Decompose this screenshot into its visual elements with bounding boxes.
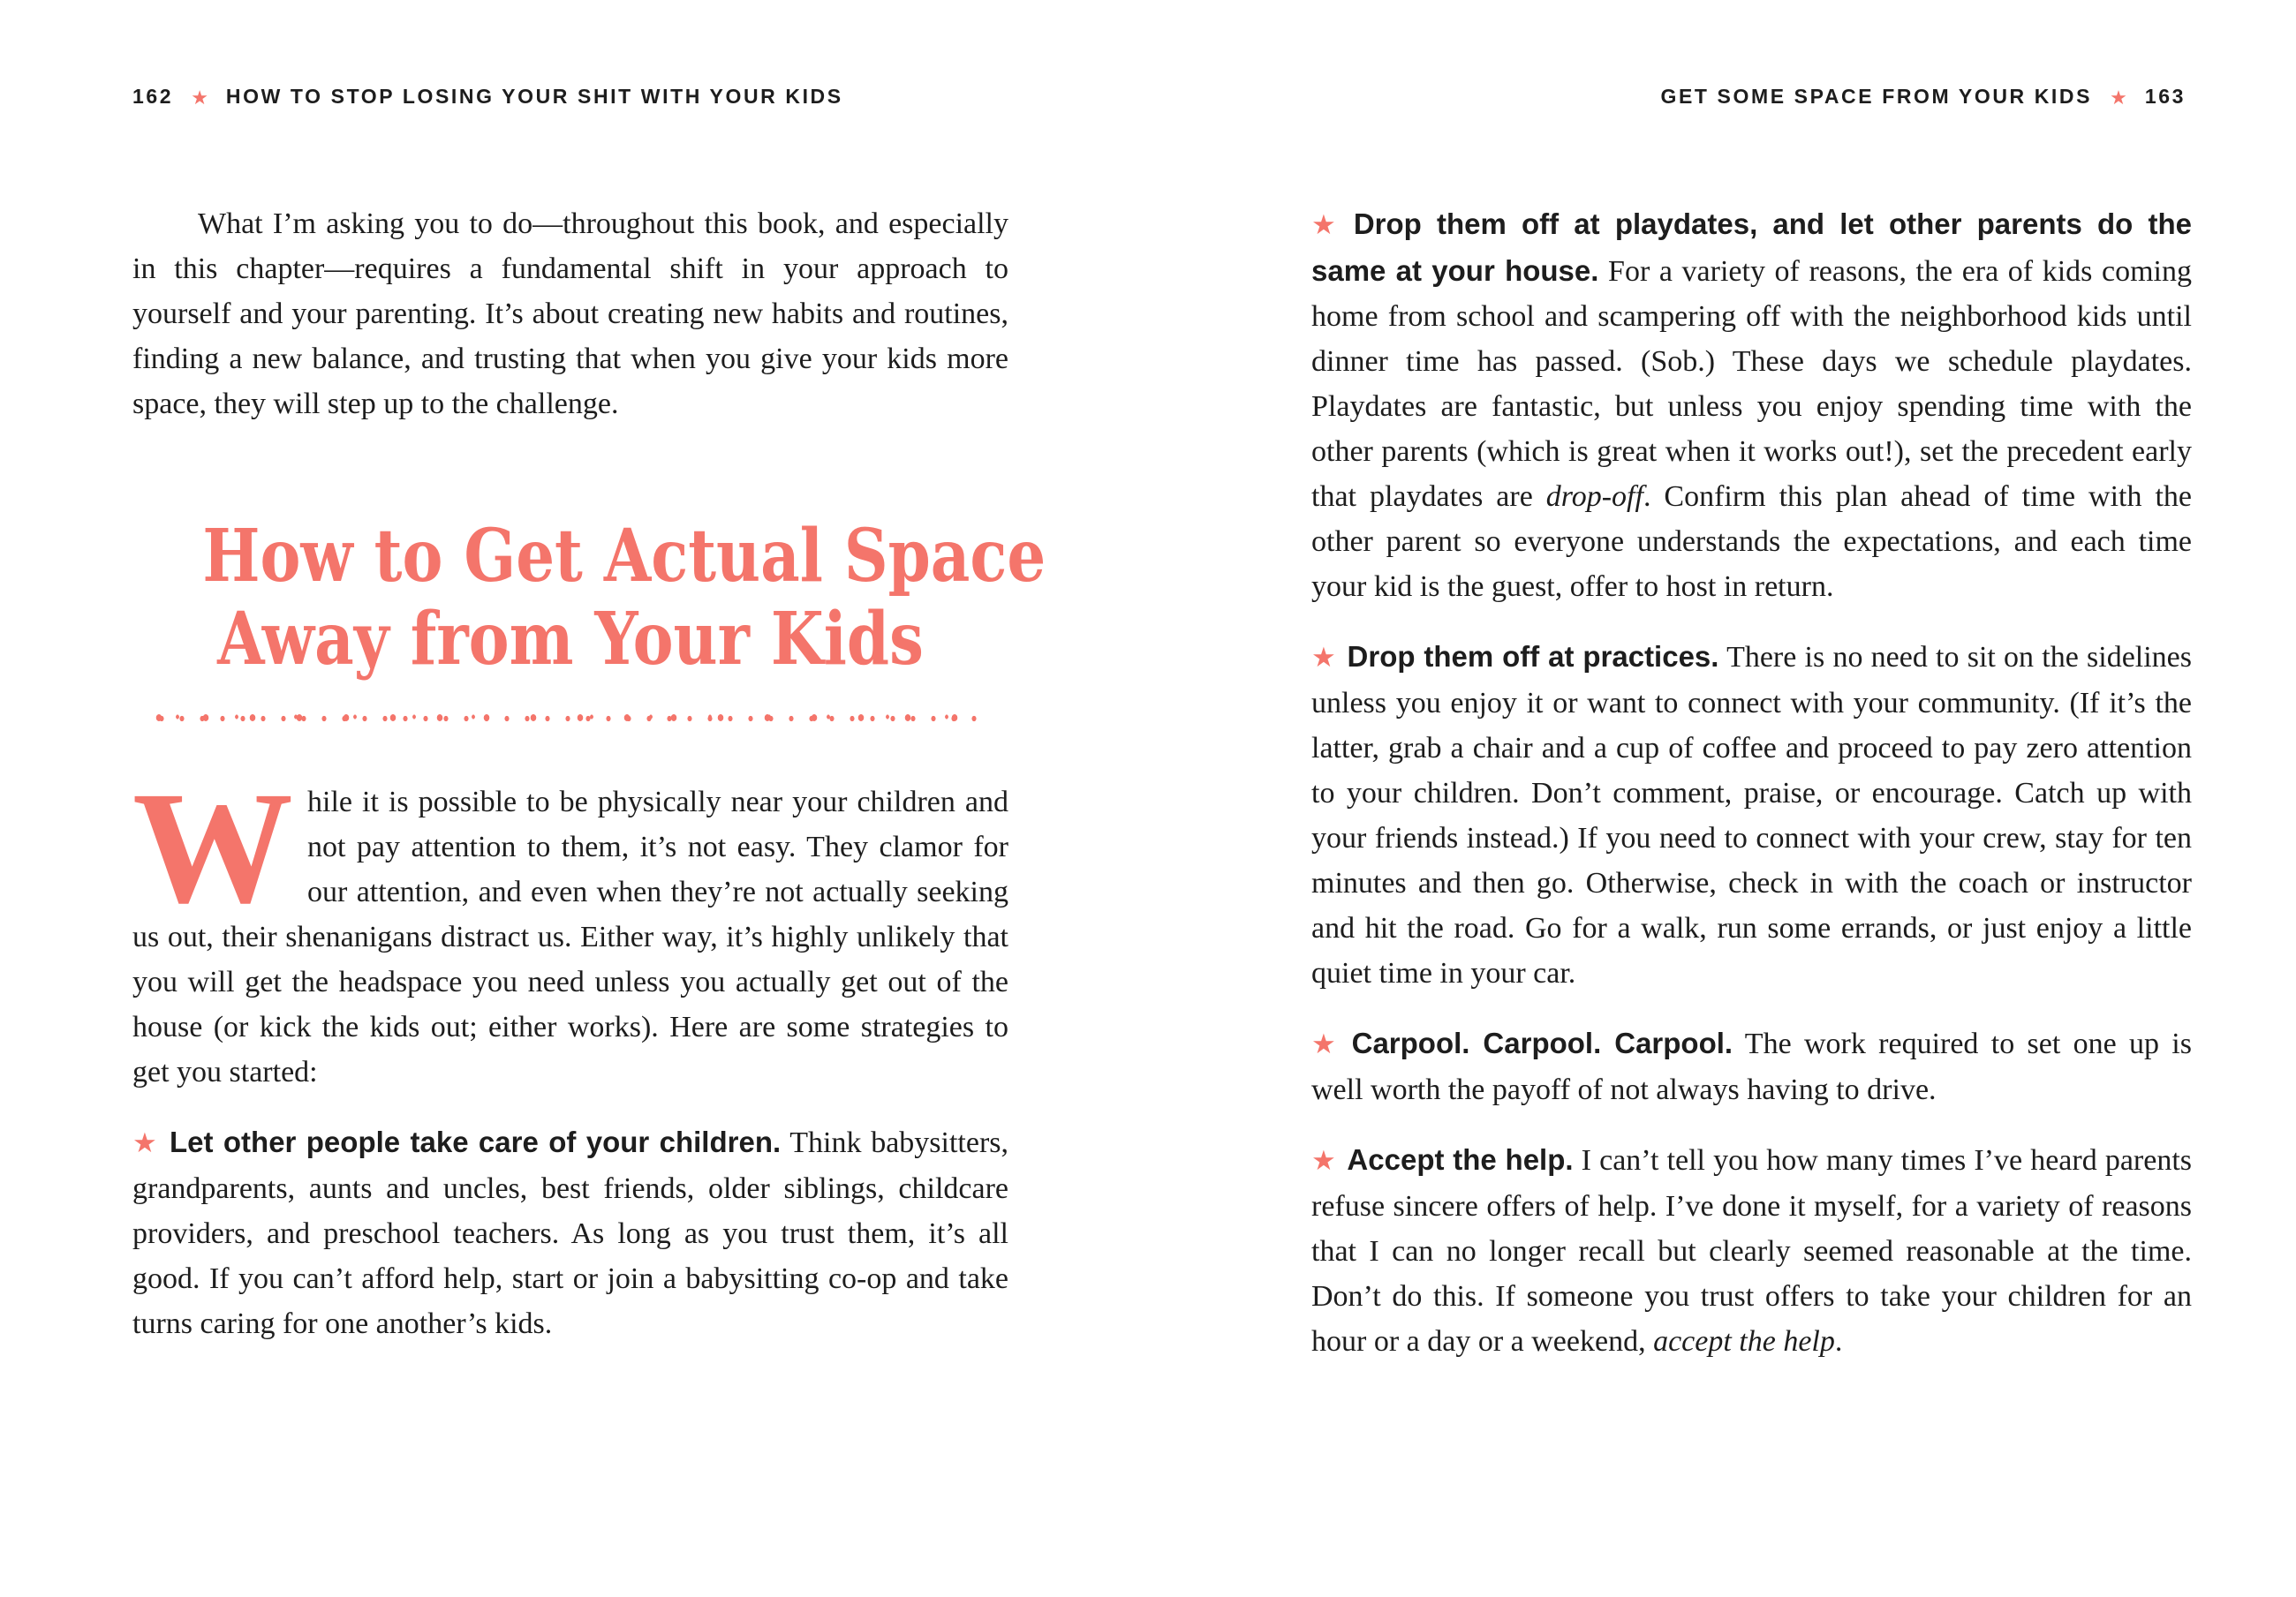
page-number-right: 163 (2144, 85, 2186, 108)
left-page-column (132, 201, 1046, 1346)
running-head-left (132, 85, 843, 109)
star-bullet-icon: ★ (132, 1127, 160, 1159)
bullet-body: The work required to set one up is well worth the payoff of not always having to drive. (1311, 1028, 2192, 1106)
star-icon: ★ (2110, 87, 2127, 109)
bullet-item-accept-help (1311, 1137, 2192, 1364)
bullet-body-italic: accept the help (1653, 1325, 1835, 1358)
bullet-lead: Carpool. Carpool. Carpool. (1351, 1027, 1733, 1059)
bullet-body: There is no need to sit on the sidelines unless you enjoy it or want to connect with your community. (If it’s the latter, grab a chair and a cup of coffee and proceed to pay zero attention to your children. Don’t comment, praise, or encourage. Catch up with your friends instead.) If you need to connect with your crew, stay for ten minutes and then go. Otherwise, check in with the coach or instructor and hit the road. Go for a walk, run some errands, or just enjoy a little quiet time in your car. (1311, 641, 2192, 990)
bullet-body: Think babysitters, grandparents, aunts and uncles, best friends, older siblings, childcare providers, and preschool teachers. As long as you trust them, it’s all good. If you can’t afford help, start or join a babysitting co-op and take turns caring for one another’s kids. (132, 1126, 1008, 1340)
bullet-body: I can’t tell you how many times I’ve heard parents refuse sincere offers of help. I’ve done it myself, for a variety of reasons that I can no longer recall but clearly seemed reasonable at the time. Don’t do this. If someone you trust offers to take your children for an hour or a day or a weekend, (1311, 1144, 2193, 1358)
bullet-item-let-other-people (132, 1119, 1008, 1346)
bullet-item-carpool (1311, 1021, 2192, 1112)
page-number-left: 162 (132, 85, 174, 108)
bullet-body-italic: drop-off (1545, 480, 1643, 513)
bullet-lead: Let other people take care of your children. (170, 1126, 782, 1158)
dropcap-paragraph-text: hile it is possible to be physically near your children and not pay attention to them, it’s not easy. They clamor for our attention, and even when they’re not actually seeking us out, their shenanigans distract us. Either way, it’s highly unlikely that you will get the headspace you need unless you actually get out of the house (or kick the kids out; either works). Here are some strategies to get you started: (132, 786, 1008, 1089)
bullet-lead: Drop them off at practices. (1347, 640, 1719, 673)
running-head-right (1660, 85, 2186, 109)
section-heading (202, 514, 1046, 682)
bullet-item-playdates (1311, 201, 2192, 609)
star-bullet-icon: ★ (1311, 1145, 1337, 1177)
dropcap-paragraph (132, 759, 1008, 1095)
dropcap-letter: W (132, 759, 293, 937)
star-bullet-icon: ★ (1311, 642, 1337, 674)
intro-paragraph: What I’m asking you to do—throughout this book, and especially in this chapter—requires a fundamental shift in your approach to yourself and your parenting. It’s about creating new habits and routines, finding a new balance, and trusting that when you give your kids more space, they will step up to the challenge. (132, 207, 1008, 420)
bullet-body: . Confirm this plan ahead of time with the other parent so everyone understands the expectations, and each time your kid is the guest, offer to host in return. (1311, 480, 2192, 603)
star-bullet-icon: ★ (1311, 1028, 1341, 1060)
chapter-title: GET SOME SPACE FROM YOUR KIDS (1660, 85, 2093, 108)
section-heading-line-1: How to Get Actual Space (202, 514, 1046, 599)
bullet-lead: Accept the help. (1347, 1143, 1574, 1176)
star-icon: ★ (191, 87, 208, 109)
section-heading-line-2: Away from Your Kids (217, 597, 924, 682)
star-bullet-icon: ★ (1311, 209, 1343, 241)
bullet-lead: Drop them off at playdates, and let other parents do the same at your house. (1311, 207, 2192, 287)
right-page-column (1311, 201, 2192, 1364)
bullet-body: For a variety of reasons, the era of kids coming home from school and scampering off with the neighborhood kids until dinner time has passed. (Sob.) These days we schedule playdates. Playdates are fantastic, but unless you enjoy spending time with the other parents (which is great when it works out!), set the precedent early that playdates are (1311, 255, 2192, 513)
dotted-divider (151, 711, 990, 725)
bullet-body: . (1834, 1325, 1843, 1358)
book-title: HOW TO STOP LOSING YOUR SHIT WITH YOUR KIDS (225, 85, 843, 108)
bullet-item-practices (1311, 634, 2192, 996)
